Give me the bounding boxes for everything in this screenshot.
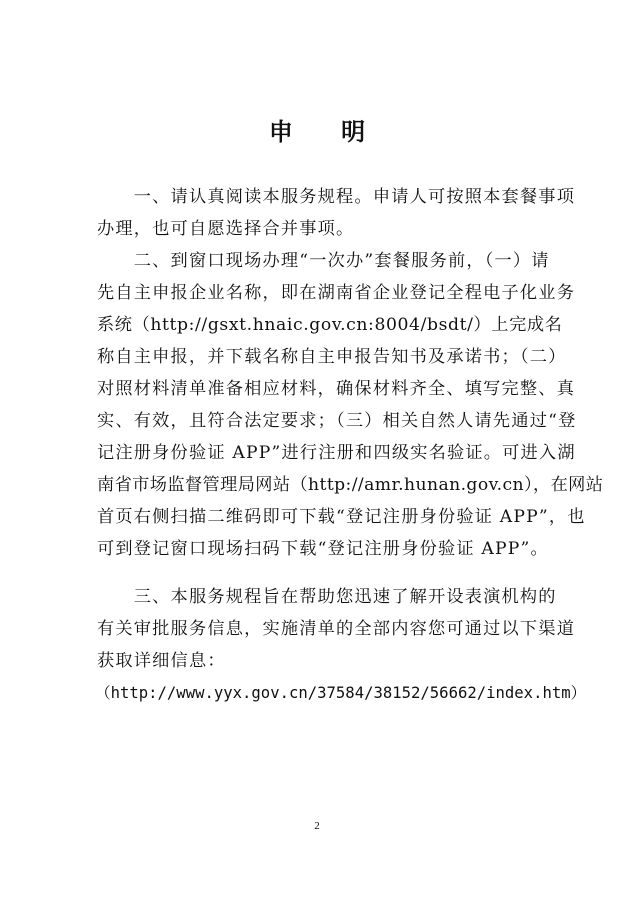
- text-line: 可到登记窗口现场扫码下载“登记注册身份验证 APP”。: [97, 539, 549, 559]
- text-line: 首页右侧扫描二维码即可下载“登记注册身份验证 APP”，也: [97, 507, 586, 527]
- text-line: 实、有效，且符合法定要求；（三）相关自然人请先通过“登: [97, 411, 577, 431]
- text-line: 南省市场监督管理局网站（http://amr.hunan.gov.cn），在网站: [97, 475, 604, 495]
- text-line: 二、到窗口现场办理“一次办”套餐服务前，（一）请: [97, 251, 550, 271]
- paragraph-2: [97, 245, 604, 565]
- text-line: 记注册身份验证 APP”进行注册和四级实名验证。可进入湖: [97, 443, 576, 463]
- text-line: 办理，也可自愿选择合并事项。: [97, 219, 355, 239]
- text-line: 称自主申报，并下载名称自主申报告知书及承诺书；（二）: [97, 347, 567, 367]
- text-line: 对照材料清单准备相应材料，确保材料齐全、填写完整、真: [97, 379, 576, 399]
- text-line: 系统（http://gsxt.hnaic.gov.cn:8004/bsdt/）上完成名: [97, 315, 563, 335]
- paragraph-1: [97, 181, 576, 245]
- page-title: 申 明: [268, 118, 386, 146]
- text-line: 一、请认真阅读本服务规程。申请人可按照本套餐事项: [97, 187, 576, 207]
- page-number: 2: [314, 820, 320, 832]
- text-line: 有关审批服务信息，实施清单的全部内容您可通过以下渠道: [97, 619, 576, 639]
- text-line: 获取详细信息：: [97, 651, 226, 671]
- text-line-url: （http://www.yyx.gov.cn/37584/38152/56662/index.htm）: [95, 684, 587, 702]
- paragraph-3: [95, 581, 587, 709]
- text-line: 三、本服务规程旨在帮助您迅速了解开设表演机构的: [97, 587, 557, 607]
- text-line: 先自主申报企业名称，即在湖南省企业登记全程电子化业务: [97, 283, 576, 303]
